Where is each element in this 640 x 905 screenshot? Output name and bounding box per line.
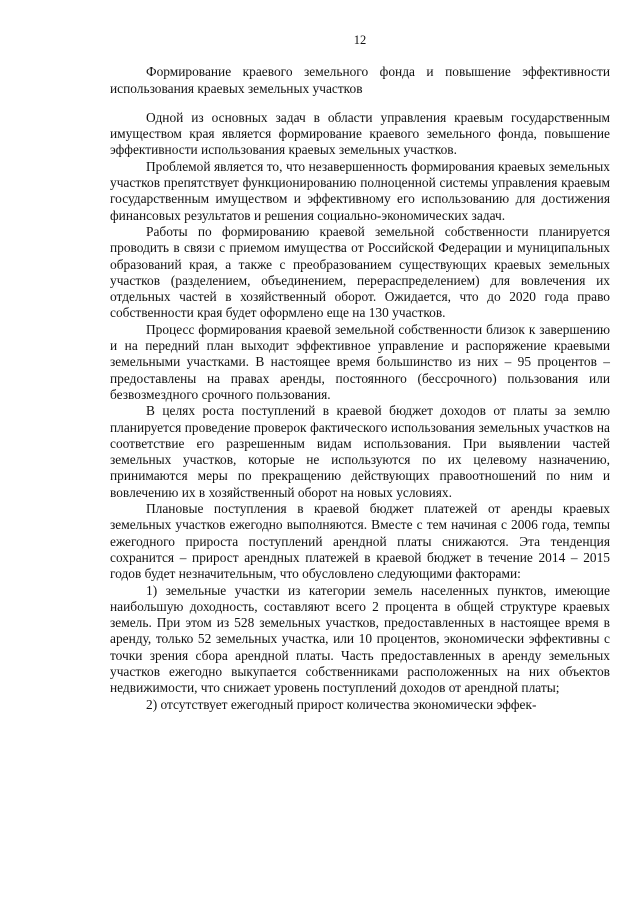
list-item-paragraph: 2) отсутствует ежегодный прирост количества экономически эффек-: [146, 696, 537, 712]
paragraph: Работы по формированию краевой земельной собственности планируется проводить в связи с приемом имущества от Российской Федерации и муниципальных образований края, а также с преобразованием существующих краевых земельных участков (разделением, объединением, перераспределением) для вовлечения их отдельных частей в хозяйственный оборот. Ожидается, что до 2020 года право собственности края будет оформлено еще на 130 участков.: [110, 223, 610, 321]
paragraph: Процесс формирования краевой земельной собственности близок к завершению и на передний план выходит эффективное управление и распоряжение краевыми земельными участками. В настоящее время большинство из них – 95 процентов – предоставлены на правах аренды, постоянного (бессрочного) пользования или безвозмездного срочного пользования.: [110, 321, 610, 402]
paragraph: Одной из основных задач в области управления краевым государственным имуществом края является формирование краевого земельного фонда, повышение эффективности использования краевых земельных участков.: [110, 109, 610, 158]
paragraph: Проблемой является то, что незавершенность формирования краевых земельных участков препятствует функционированию полноценной системы управления краевым государственным имуществом и эффективному его использованию для достижения финансовых результатов и решения социально-экономических задач.: [110, 158, 610, 223]
paragraph: Плановые поступления в краевой бюджет платежей от аренды краевых земельных участков ежегодно выполняются. Вместе с тем начиная с 2006 года, темпы ежегодного прироста поступлений арендной платы снижаются. Эта тенденция сохранится – прирост арендных платежей в краевой бюджет в течение 2014 – 2015 годов будет незначительным, что обусловлено следующими факторами:: [110, 501, 610, 582]
list-item-paragraph: 1) земельные участки из категории земель населенных пунктов, имеющие наибольшую доходность, составляют всего 2 процента в общей структуре краевых земель. При этом из 528 земельных участков, предоставленных в настоящее время в аренду, только 52 земельных участка, или 10 процентов, экономически эффективны с точки зрения сбора арендной платы. Часть предоставленных в аренду земельных участков ежегодно выкупается собственниками расположенных на них объектов недвижимости, что снижает уровень поступлений доходов от арендной платы;: [110, 582, 610, 696]
paragraph: В целях роста поступлений в краевой бюджет доходов от платы за землю планируется проведение проверок фактического использования земельных участков на соответствие его разрешенным видам использования. При выявлении частей земельных участков, которые не используются по их целевому назначению, принимаются меры по прекращению действующих правоотношений по ним и вовлечению их в хозяйственный оборот на новых условиях.: [110, 403, 610, 500]
page-number: 12: [353, 33, 367, 47]
section-heading: Формирование краевого земельного фонда и повышение эффективности использования краевых земельных участков: [110, 64, 610, 96]
